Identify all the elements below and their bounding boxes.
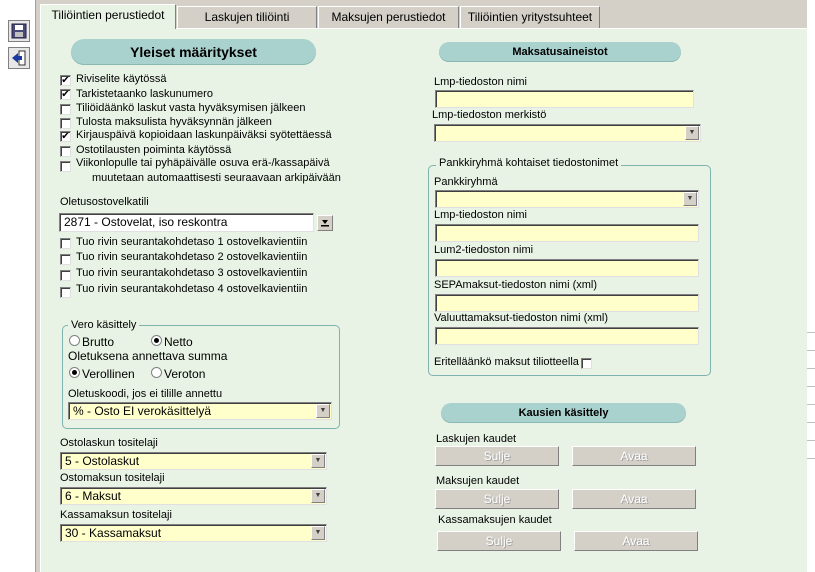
- exit-icon: [11, 50, 27, 66]
- tab-postings-basics[interactable]: Tiliöintien perustiedot: [40, 4, 176, 29]
- checkbox-post-after-approval-label: Tiliöidäänkö laskut vasta hyväksymisen jälkeen: [76, 102, 306, 114]
- tab-company-relations[interactable]: Tiliöintien yritystsuhteet: [460, 6, 600, 28]
- radio-net[interactable]: [151, 335, 162, 346]
- default-sum-label: Oletuksena annettava summa: [68, 349, 228, 363]
- bank-lmp-label: Lmp-tiedoston nimi: [434, 209, 527, 221]
- tracking-level-2-label: Tuo rivin seurantakohdetaso 2 ostovelkavientiin: [76, 251, 308, 263]
- currency-input[interactable]: [435, 327, 699, 345]
- default-account-input[interactable]: 2871 - Ostovelat, iso reskontra: [59, 213, 314, 232]
- cash-voucher-select[interactable]: [60, 524, 327, 542]
- checkbox-check-invoice-number-label: Tarkistetaanko laskunumero: [76, 88, 213, 100]
- checkbox-print-payment-list[interactable]: [60, 118, 71, 129]
- main-panel: [40, 28, 807, 572]
- lmp-file-input[interactable]: [435, 90, 694, 108]
- checkbox-tracking-level-4[interactable]: [60, 287, 71, 298]
- chevron-down-icon: ▼: [316, 404, 330, 418]
- chevron-down-icon: ▼: [685, 126, 699, 140]
- radio-taxfree[interactable]: [151, 367, 162, 378]
- checkbox-itemize[interactable]: [581, 358, 592, 369]
- vat-group-title: Vero käsittely: [68, 319, 139, 331]
- lum2-label: Lum2-tiedoston nimi: [434, 244, 534, 256]
- vat-code-value: % - Osto EI verokäsittelyä: [73, 404, 212, 418]
- checkbox-weekend-due-date-label-2: muutetaan automaattisesti seuraavaan arkipäivään: [92, 172, 341, 184]
- radio-gross[interactable]: [69, 335, 80, 346]
- checkbox-row-description-label: Riviselite käytössä: [76, 73, 167, 85]
- tab-payment-basics[interactable]: Maksujen perustiedot: [318, 6, 459, 28]
- right-scroll-strip: [807, 0, 815, 572]
- bank-group-label: Pankkiryhmä: [434, 176, 498, 188]
- invoice-voucher-select[interactable]: [60, 452, 327, 470]
- vat-code-select[interactable]: [68, 402, 332, 420]
- chevron-down-icon: ▼: [311, 489, 325, 503]
- cash-voucher-label: Kassamaksun tositelaji: [60, 509, 172, 521]
- save-button[interactable]: [8, 20, 30, 42]
- checkbox-copy-entry-date-label: Kirjauspäivä kopioidaan laskunpäiväksi syötettäessä: [76, 129, 332, 141]
- lookup-arrow-icon: [318, 216, 332, 230]
- tracking-level-1-label: Tuo rivin seurantakohdetaso 1 ostovelkavientiin: [76, 236, 308, 248]
- chevron-down-icon: ▼: [683, 192, 697, 206]
- cash-periods-open-button[interactable]: Avaa: [574, 531, 698, 551]
- bank-group-select[interactable]: [435, 190, 699, 208]
- sepa-input[interactable]: [435, 294, 699, 312]
- checkbox-tracking-level-2[interactable]: [60, 254, 71, 265]
- checkbox-check-invoice-number[interactable]: ✔: [61, 89, 70, 100]
- radio-net-label: Netto: [164, 335, 193, 349]
- bank-lmp-input[interactable]: [435, 224, 699, 242]
- payment-periods-close-button[interactable]: Sulje: [435, 489, 559, 509]
- radio-taxfree-label: Veroton: [164, 367, 206, 381]
- radio-gross-label: Brutto: [82, 335, 115, 349]
- lmp-file-label: Lmp-tiedoston nimi: [434, 76, 527, 88]
- invoice-voucher-label: Ostolaskun tositelaji: [60, 437, 158, 449]
- checkbox-weekend-due-date[interactable]: [60, 161, 71, 172]
- account-lookup-button[interactable]: [317, 215, 333, 231]
- checkbox-copy-entry-date[interactable]: ✔: [61, 131, 70, 142]
- radio-taxable[interactable]: [69, 367, 80, 378]
- invoice-periods-label: Laskujen kaudet: [436, 433, 517, 445]
- cash-voucher-value: 30 - Kassamaksut: [65, 526, 162, 540]
- payment-voucher-select[interactable]: [60, 487, 327, 505]
- exit-button[interactable]: [8, 47, 30, 69]
- default-account-label: Oletusostovelkatili: [60, 196, 149, 208]
- checkbox-tracking-level-1[interactable]: [60, 238, 71, 249]
- payment-periods-label: Maksujen kaudet: [436, 475, 520, 487]
- lmp-charset-label: Lmp-tiedoston merkistö: [432, 109, 547, 121]
- checkbox-post-after-approval[interactable]: [60, 104, 71, 115]
- checkbox-weekend-due-date-label: Viikonlopulle tai pyhäpäivälle osuva erä-/kassapäivä: [76, 157, 330, 169]
- lum2-input[interactable]: [435, 259, 699, 277]
- tracking-level-4-label: Tuo rivin seurantakohdetaso 4 ostovelkavientiin: [76, 283, 308, 295]
- checkbox-tracking-level-3[interactable]: [60, 270, 71, 281]
- checkbox-print-payment-list-label: Tulosta maksulista hyväksynnän jälkeen: [76, 116, 272, 128]
- cash-periods-close-button[interactable]: Sulje: [437, 531, 561, 551]
- payment-material-header: Maksatusaineistot: [439, 42, 681, 62]
- general-settings-header: Yleiset määritykset: [71, 39, 316, 65]
- tab-bar: [40, 4, 807, 28]
- chevron-down-icon: ▼: [311, 454, 325, 468]
- invoice-periods-open-button[interactable]: Avaa: [572, 446, 696, 466]
- invoice-voucher-value: 5 - Ostolaskut: [65, 454, 140, 468]
- lmp-charset-select[interactable]: [434, 124, 701, 142]
- save-icon: [11, 23, 27, 39]
- periods-header: Kausien käsittely: [441, 403, 686, 423]
- bank-group-title: Pankkiryhmä kohtaiset tiedostonimet: [436, 157, 621, 169]
- itemize-label: Eritelläänkö maksut tiliotteella: [434, 356, 579, 368]
- radio-taxable-label: Verollinen: [82, 367, 135, 381]
- currency-label: Valuuttamaksut-tiedoston nimi (xml): [434, 312, 609, 324]
- cash-periods-label: Kassamaksujen kaudet: [438, 514, 552, 526]
- checkbox-row-description[interactable]: ✔: [61, 75, 70, 86]
- payment-voucher-value: 6 - Maksut: [65, 489, 122, 503]
- checkbox-purchase-orders[interactable]: [60, 146, 71, 157]
- vat-code-label: Oletuskoodi, jos ei tilille annettu: [68, 388, 223, 400]
- left-toolbar: [0, 0, 36, 572]
- tab-invoice-postings[interactable]: Laskujen tiliöinti: [177, 6, 317, 28]
- checkbox-purchase-orders-label: Ostotilausten poiminta käytössä: [76, 144, 232, 156]
- tracking-level-3-label: Tuo rivin seurantakohdetaso 3 ostovelkavientiin: [76, 267, 308, 279]
- invoice-periods-close-button[interactable]: Sulje: [435, 446, 559, 466]
- payment-voucher-label: Ostomaksun tositelaji: [60, 472, 165, 484]
- chevron-down-icon: ▼: [311, 526, 325, 540]
- payment-periods-open-button[interactable]: Avaa: [572, 489, 696, 509]
- sepa-label: SEPAmaksut-tiedoston nimi (xml): [434, 279, 598, 291]
